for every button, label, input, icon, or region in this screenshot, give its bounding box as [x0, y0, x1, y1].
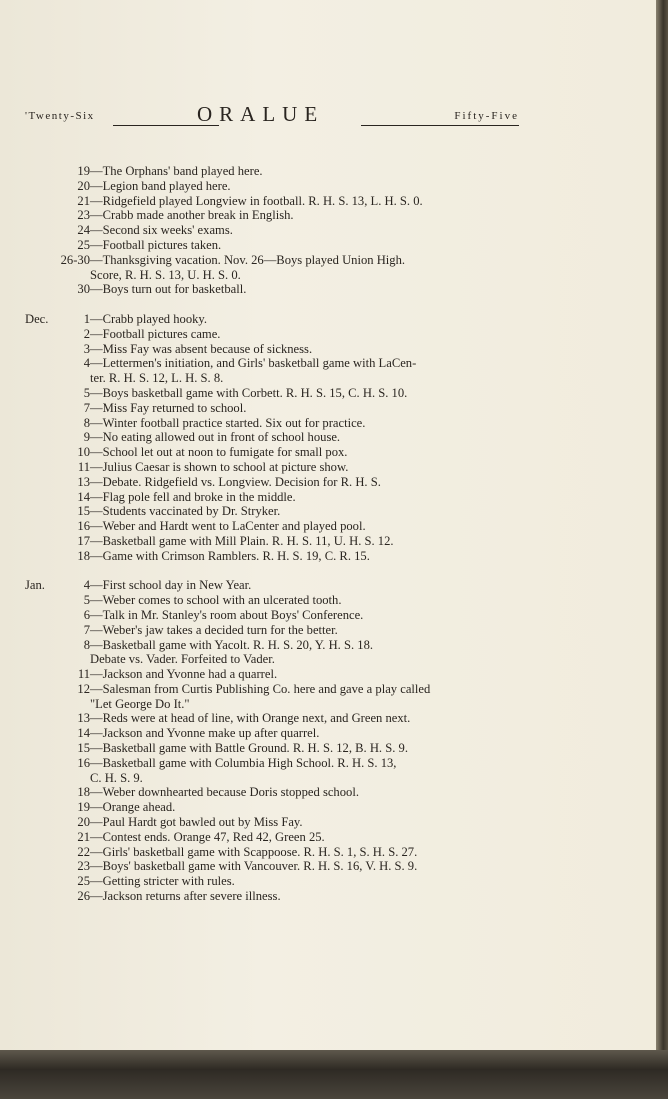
month-label [25, 859, 58, 874]
month-label [25, 253, 58, 268]
entry-day: 26-30 [60, 252, 90, 267]
entry-day: 13 [77, 474, 90, 489]
calendar-entry [25, 830, 525, 845]
entry-day: 3 [83, 341, 90, 356]
month-label [25, 800, 58, 815]
entry-text: —Boys basketball game with Corbett. R. H. S. 15, C. H. S. 10. [90, 385, 408, 400]
calendar-entry [25, 859, 525, 874]
calendar-entry [25, 475, 525, 490]
entry-day: 7 [83, 400, 90, 415]
entry-text: —Weber's jaw takes a decided turn for the better. [90, 622, 338, 637]
month-block [25, 164, 525, 297]
entry-day: 8 [83, 415, 90, 430]
month-label [25, 623, 58, 638]
entry-day: 7 [83, 622, 90, 637]
month-label [25, 608, 58, 623]
entry-text: —Lettermen's initiation, and Girls' basketball game with LaCen- [90, 356, 417, 371]
entry-day: 6 [83, 607, 90, 622]
month-label [25, 445, 58, 460]
calendar-entry [25, 726, 525, 741]
calendar-entry [25, 238, 525, 253]
month-label [25, 282, 58, 297]
month-label [25, 756, 58, 771]
calendar-entry [25, 386, 525, 401]
entry-text: —Crabb played hooky. [90, 311, 208, 326]
entry-day: 8 [83, 637, 90, 652]
month-label [25, 504, 58, 519]
entry-text: —Miss Fay was absent because of sickness. [90, 341, 313, 356]
entry-text: —The Orphans' band played here. [90, 164, 263, 178]
entry-day: 18 [77, 785, 90, 800]
calendar-entry [25, 874, 525, 889]
header-left: 'Twenty-Six [25, 110, 95, 122]
month-label [25, 327, 58, 342]
calendar-entry [25, 445, 525, 460]
calendar-entry [25, 504, 525, 519]
entry-day: 20 [77, 178, 90, 193]
entry-text: —Weber and Hardt went to LaCenter and played pool. [90, 519, 366, 534]
entry-text: —Talk in Mr. Stanley's room about Boys' Conference. [90, 607, 364, 622]
entry-text: —Ridgefield played Longview in football. R. H. S. 13, L. H. S. 0. [90, 193, 423, 208]
calendar-entry [25, 356, 525, 371]
entry-text: —Game with Crimson Ramblers. R. H. S. 19, C. R. 15. [90, 548, 370, 563]
entry-day: 20 [77, 815, 90, 830]
calendar-entry [25, 593, 525, 608]
entry-continuation: Score, R. H. S. 13, U. H. S. 0. [90, 267, 241, 282]
month-block [25, 312, 525, 564]
book-edge-bottom [0, 1050, 668, 1099]
calendar-entry [25, 711, 525, 726]
calendar-entry [25, 223, 525, 238]
entry-day: 30 [77, 282, 90, 297]
entry-text: —Basketball game with Battle Ground. R. H. S. 12, B. H. S. 9. [90, 741, 408, 756]
calendar-entry [25, 460, 525, 475]
calendar-entries [25, 164, 525, 919]
month-label [25, 667, 58, 682]
month-label [25, 401, 58, 416]
entry-text: —Julius Caesar is shown to school at picture show. [90, 459, 349, 474]
entry-text: —Football pictures taken. [90, 237, 222, 252]
month-label [25, 874, 58, 889]
entry-day: 11 [77, 667, 90, 682]
entry-day: 5 [83, 385, 90, 400]
entry-text: —Jackson returns after severe illness. [90, 889, 281, 904]
entry-day: 4 [83, 356, 90, 371]
calendar-entry [25, 534, 525, 549]
entry-text: —Orange ahead. [90, 800, 176, 815]
entry-text: —No eating allowed out in front of school house. [90, 430, 341, 445]
calendar-entry [25, 682, 525, 697]
month-label [25, 238, 58, 253]
entry-day: 23 [77, 859, 90, 874]
entry-day: 25 [77, 237, 90, 252]
month-label [25, 726, 58, 741]
entry-text: —Reds were at head of line, with Orange next, and Green next. [90, 711, 411, 726]
entry-text: —First school day in New Year. [90, 578, 252, 593]
calendar-entry [25, 327, 525, 342]
entry-text: —Weber comes to school with an ulcerated tooth. [90, 593, 342, 608]
entry-day: 11 [77, 459, 90, 474]
entry-day: 14 [77, 489, 90, 504]
calendar-entry [25, 815, 525, 830]
running-header [25, 102, 519, 130]
entry-text: —Legion band played here. [90, 178, 231, 193]
month-label [25, 164, 58, 179]
calendar-entry [25, 889, 525, 904]
month-label: Dec. [25, 311, 49, 326]
entry-day: 10 [77, 445, 90, 460]
entry-day: 21 [77, 829, 90, 844]
entry-text: —Students vaccinated by Dr. Stryker. [90, 504, 281, 519]
entry-text: —Weber downhearted because Doris stopped school. [90, 785, 359, 800]
book-edge-right [656, 0, 668, 1099]
month-label [25, 785, 58, 800]
calendar-entry [25, 667, 525, 682]
entry-text: —Second six weeks' exams. [90, 223, 233, 238]
entry-day: 21 [77, 193, 90, 208]
entry-day: 19 [77, 164, 90, 178]
month-label [25, 342, 58, 357]
month-label [25, 460, 58, 475]
entry-text: —Contest ends. Orange 47, Red 42, Green 25. [90, 829, 325, 844]
calendar-entry [25, 194, 525, 209]
calendar-entry [25, 253, 525, 268]
entry-day: 16 [77, 519, 90, 534]
calendar-entry [25, 401, 525, 416]
entry-day: 13 [77, 711, 90, 726]
month-label [25, 208, 58, 223]
month-label [25, 549, 58, 564]
calendar-entry [25, 312, 525, 327]
calendar-entry [25, 282, 525, 297]
calendar-entry [25, 208, 525, 223]
entry-day: 15 [77, 741, 90, 756]
entry-text: —Jackson and Yvonne make up after quarrel. [90, 726, 320, 741]
entry-day: 1 [83, 311, 90, 326]
header-right: Fifty-Five [454, 110, 519, 122]
month-label [25, 356, 58, 371]
entry-continuation: "Let George Do It." [90, 696, 190, 711]
month-label [25, 889, 58, 904]
month-label [25, 638, 58, 653]
month-label [25, 490, 58, 505]
entry-day: 2 [83, 326, 90, 341]
entry-continuation: Debate vs. Vader. Forfeited to Vader. [90, 652, 275, 667]
calendar-entry [25, 623, 525, 638]
month-block [25, 578, 525, 904]
entry-day: 16 [77, 755, 90, 770]
entry-day: 19 [77, 800, 90, 815]
calendar-entry [25, 578, 525, 593]
month-label: Jan. [25, 578, 45, 593]
month-label [25, 430, 58, 445]
entry-day: 14 [77, 726, 90, 741]
month-label [25, 179, 58, 194]
entry-text: —Basketball game with Columbia High School. R. H. S. 13, [90, 755, 397, 770]
month-label [25, 815, 58, 830]
month-label [25, 416, 58, 431]
entry-text: —Boys turn out for basketball. [90, 282, 247, 297]
calendar-entry [25, 800, 525, 815]
month-label [25, 223, 58, 238]
entry-text: —Miss Fay returned to school. [90, 400, 247, 415]
entry-text: —School let out at noon to fumigate for small pox. [90, 445, 348, 460]
calendar-entry [25, 430, 525, 445]
calendar-entry [25, 741, 525, 756]
calendar-entry [25, 164, 525, 179]
entry-text: —Basketball game with Mill Plain. R. H. S. 11, U. H. S. 12. [90, 533, 394, 548]
month-label [25, 682, 58, 697]
header-title: ORALUE [197, 102, 325, 126]
entry-day: 22 [77, 844, 90, 859]
month-label [25, 519, 58, 534]
entry-text: —Paul Hardt got bawled out by Miss Fay. [90, 815, 303, 830]
calendar-entry [25, 638, 525, 653]
calendar-entry [25, 519, 525, 534]
entry-day: 25 [77, 874, 90, 889]
month-label [25, 711, 58, 726]
calendar-entry [25, 756, 525, 771]
entry-text: —Crabb made another break in English. [90, 208, 294, 223]
calendar-entry [25, 845, 525, 860]
entry-day: 23 [77, 208, 90, 223]
calendar-entry [25, 416, 525, 431]
entry-day: 4 [83, 578, 90, 593]
month-label [25, 830, 58, 845]
entry-day: 15 [77, 504, 90, 519]
month-label [25, 194, 58, 209]
entry-text: —Winter football practice started. Six out for practice. [90, 415, 366, 430]
entry-text: —Flag pole fell and broke in the middle. [90, 489, 296, 504]
calendar-entry [25, 608, 525, 623]
calendar-entry [25, 785, 525, 800]
entry-day: 26 [77, 889, 90, 904]
calendar-entry [25, 179, 525, 194]
month-label [25, 534, 58, 549]
entry-day: 12 [77, 681, 90, 696]
entry-text: —Boys' basketball game with Vancouver. R. H. S. 16, V. H. S. 9. [90, 859, 418, 874]
entry-day: 24 [77, 223, 90, 238]
entry-text: —Thanksgiving vacation. Nov. 26—Boys played Union High. [90, 252, 406, 267]
entry-text: —Salesman from Curtis Publishing Co. here and gave a play called [90, 681, 431, 696]
entry-continuation: ter. R. H. S. 12, L. H. S. 8. [90, 371, 224, 386]
entry-day: 9 [83, 430, 90, 445]
entry-text: —Football pictures came. [90, 326, 221, 341]
entry-day: 5 [83, 593, 90, 608]
entry-day: 18 [77, 548, 90, 563]
entry-text: —Debate. Ridgefield vs. Longview. Decision for R. H. S. [90, 474, 381, 489]
entry-text: —Jackson and Yvonne had a quarrel. [90, 667, 278, 682]
entry-text: —Getting stricter with rules. [90, 874, 235, 889]
month-label [25, 593, 58, 608]
calendar-entry [25, 549, 525, 564]
entry-text: —Basketball game with Yacolt. R. H. S. 20, Y. H. S. 18. [90, 637, 374, 652]
entry-text: —Girls' basketball game with Scappoose. R. H. S. 1, S. H. S. 27. [90, 844, 418, 859]
header-rule-right [361, 125, 519, 126]
entry-continuation: C. H. S. 9. [90, 770, 143, 785]
entry-day: 17 [77, 533, 90, 548]
calendar-entry [25, 342, 525, 357]
month-label [25, 845, 58, 860]
calendar-entry [25, 490, 525, 505]
month-label [25, 386, 58, 401]
month-label [25, 475, 58, 490]
month-label [25, 741, 58, 756]
